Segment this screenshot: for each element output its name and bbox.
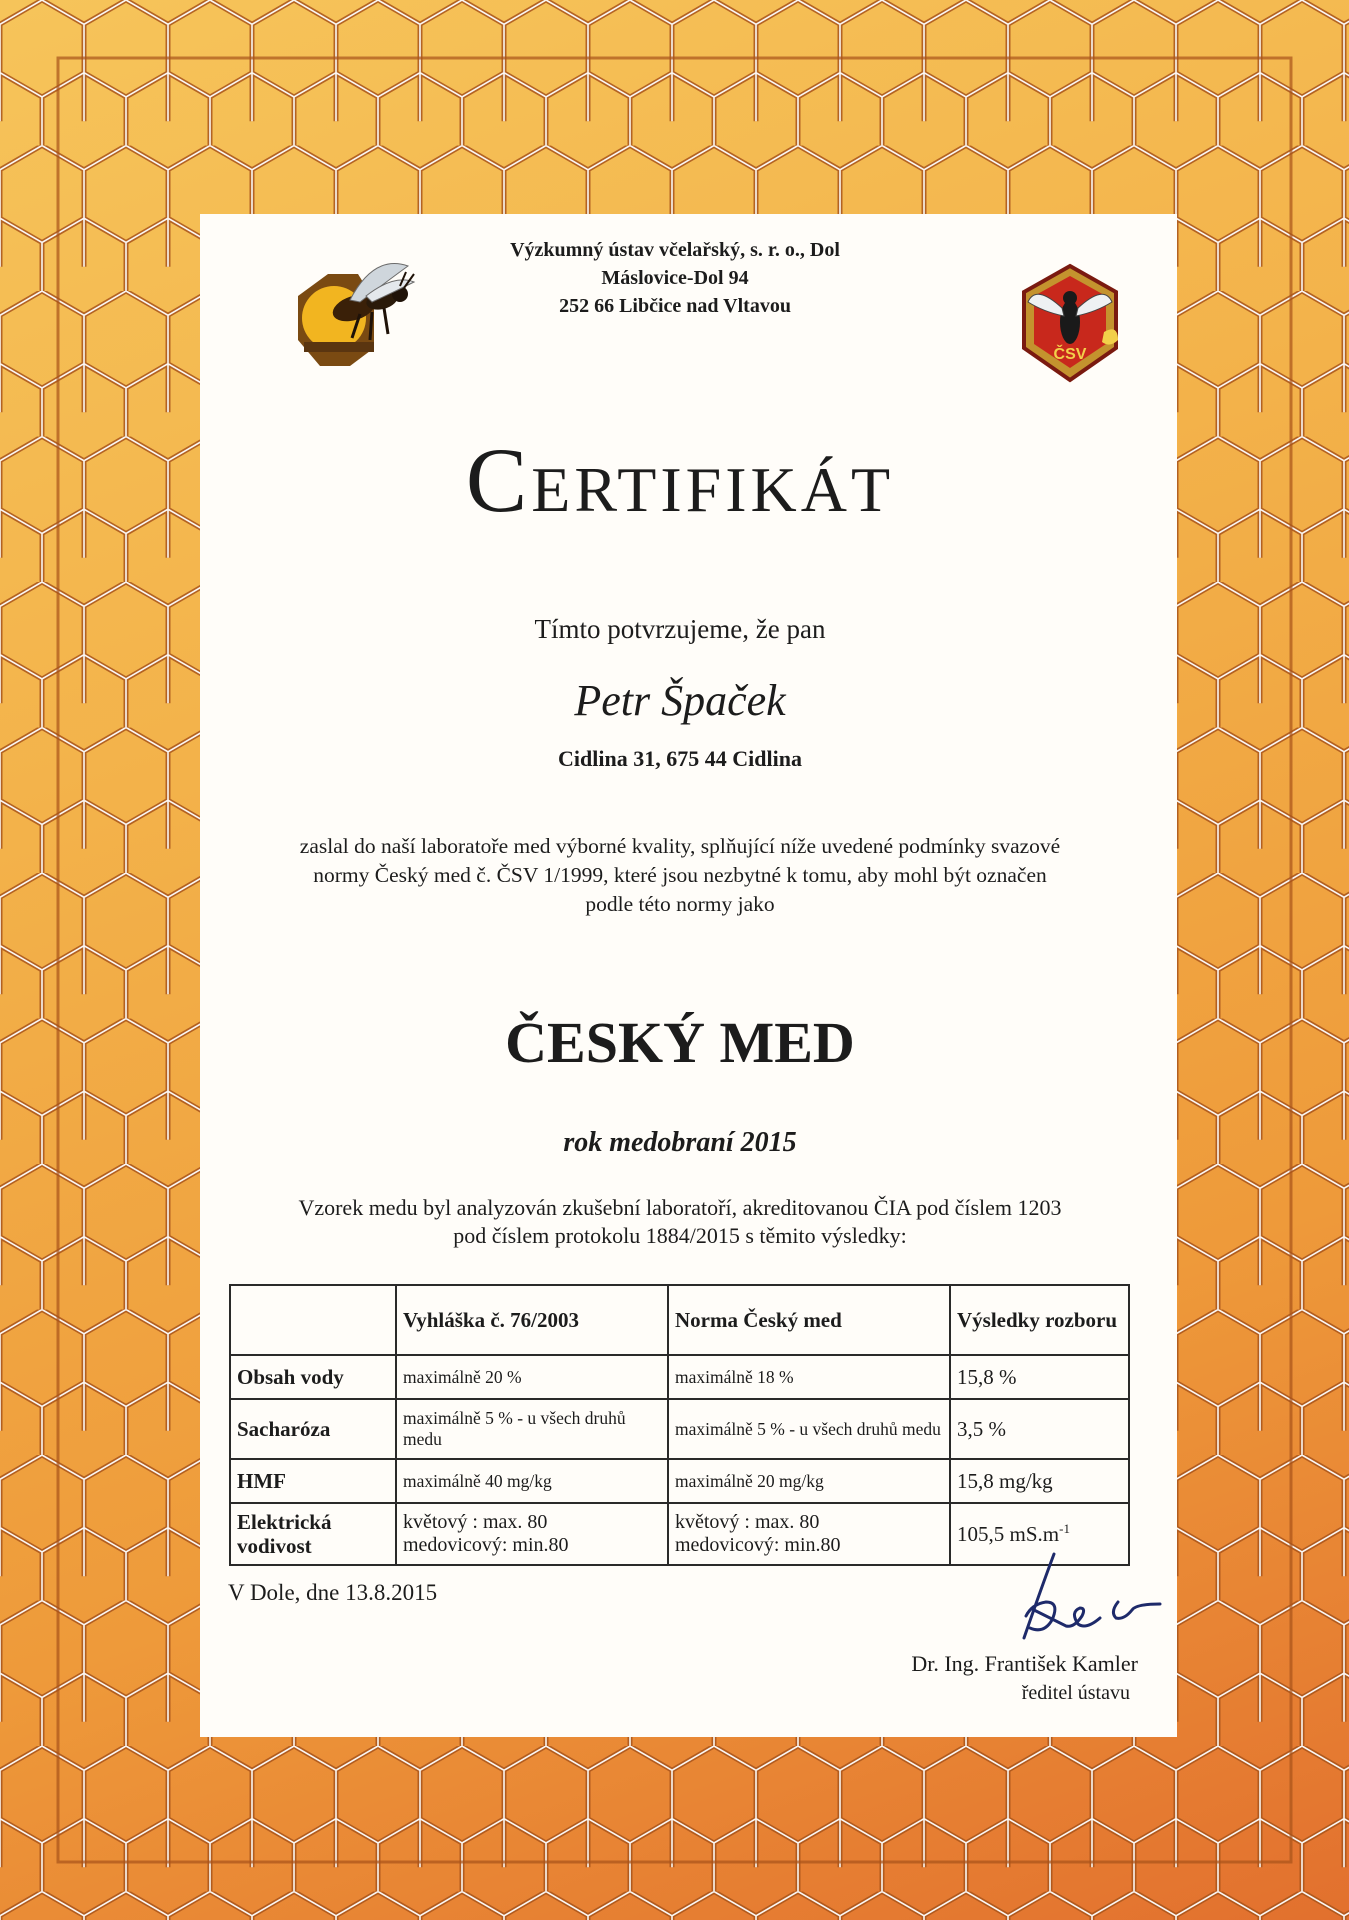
decree-value (396, 1503, 668, 1565)
institute-header (330, 236, 1020, 320)
bee-icon (290, 256, 420, 376)
analysis-line-2: pod číslem protokolu 1884/2015 s těmito výsledky: (453, 1223, 907, 1248)
table-row (230, 1459, 1129, 1503)
decree-value-line-2: medovicový: min.80 (403, 1534, 569, 1556)
norm-value: maximálně 20 mg/kg (668, 1459, 950, 1503)
product-heading: ČESKÝ MED (505, 1010, 855, 1075)
row-label: Obsah vody (230, 1355, 396, 1399)
intro-paragraph (230, 832, 1130, 919)
table-header-results: Výsledky rozboru (950, 1285, 1129, 1355)
decree-value: maximálně 5 % - u všech druhů medu (396, 1399, 668, 1459)
norm-value-line-2: medovicový: min.80 (675, 1534, 841, 1556)
institute-name: Výzkumný ústav včelařský, s. r. o., Dol (510, 239, 840, 261)
decree-value-line-1: květový : max. 80 (403, 1511, 548, 1533)
result-value: 15,8 % (950, 1355, 1129, 1399)
norm-value (668, 1503, 950, 1565)
result-unit-exponent: -1 (1059, 1521, 1070, 1536)
table-header-decree: Vyhláška č. 76/2003 (396, 1285, 668, 1355)
norm-value: maximálně 18 % (668, 1355, 950, 1399)
recipient-address: Cidlina 31, 675 44 Cidlina (558, 746, 802, 771)
row-label: Elektrická vodivost (230, 1503, 396, 1565)
intro-line-2: normy Český med č. ČSV 1/1999, které jsou nezbytné k tomu, aby mohl být označen (313, 863, 1047, 887)
analysis-paragraph (220, 1194, 1140, 1250)
table-header-row (230, 1285, 1129, 1355)
norm-value: maximálně 5 % - u všech druhů medu (668, 1399, 950, 1459)
table-header-empty (230, 1285, 396, 1355)
decree-value: maximálně 40 mg/kg (396, 1459, 668, 1503)
result-value: 3,5 % (950, 1399, 1129, 1459)
result-value: 15,8 mg/kg (950, 1459, 1129, 1503)
signature (990, 1546, 1190, 1656)
csv-emblem-text: ČSV (1053, 346, 1087, 363)
certificate-title: Certifikát (465, 429, 895, 531)
decree-value: maximálně 20 % (396, 1355, 668, 1399)
place-date: V Dole, dne 13.8.2015 (228, 1580, 438, 1605)
institute-address-line1: Máslovice-Dol 94 (601, 267, 749, 289)
intro-line-3: podle této normy jako (585, 892, 775, 916)
norm-value-line-1: květový : max. 80 (675, 1511, 820, 1533)
result-value-text: 105,5 mS.m (957, 1522, 1060, 1546)
confirmation-text: Tímto potvrzujeme, že pan (534, 614, 826, 644)
row-label: HMF (230, 1459, 396, 1503)
signer-role: ředitel ústavu (1021, 1682, 1130, 1704)
table-row (230, 1355, 1129, 1399)
institute-address-line2: 252 66 Libčice nad Vltavou (559, 295, 791, 317)
analysis-line-1: Vzorek medu byl analyzován zkušební laboratoří, akreditovanou ČIA pod číslem 1203 (298, 1195, 1062, 1220)
signer-name: Dr. Ing. František Kamler (911, 1651, 1138, 1676)
row-label: Sacharóza (230, 1399, 396, 1459)
csv-emblem-icon (1018, 262, 1122, 386)
table-header-norm: Norma Český med (668, 1285, 950, 1355)
table-row (230, 1399, 1129, 1459)
results-table (229, 1284, 1130, 1566)
recipient-name: Petr Špaček (574, 676, 786, 725)
harvest-year: rok medobraní 2015 (563, 1127, 797, 1158)
intro-line-1: zaslal do naší laboratoře med výborné kvality, splňující níže uvedené podmínky svazové (299, 834, 1061, 858)
